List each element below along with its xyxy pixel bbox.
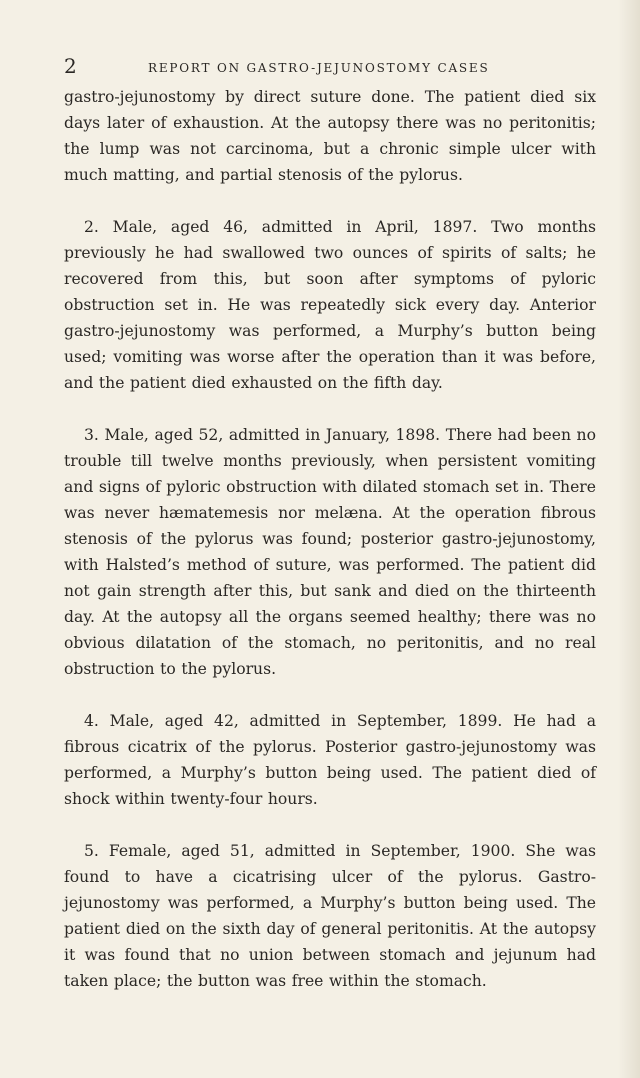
running-head: REPORT ON GASTRO-JEJUNOSTOMY CASES	[148, 61, 490, 75]
paragraph-case-3: 3. Male, aged 52, admitted in January, 1898. There had been no trouble till twelve months previously, when persistent vomiting and signs of pyloric obstruction with dilated stomach set in. There was never hæmatemesis nor melæna. At the operation fibrous stenosis of the pylorus was found; posterior gastro-jejunostomy, with Halsted’s method of suture, was performed. The patient did not gain strength after this, but sank and died on the thirteenth day. At the autopsy all the organs seemed healthy; there was no obvious dilatation of the stomach, no peritonitis, and no real obstruction to the pylorus.	[64, 426, 596, 678]
page-header	[0, 56, 640, 78]
paragraph-case-4: 4. Male, aged 42, admitted in September, 1899. He had a fibrous cicatrix of the pylorus. Posterior gastro-jejunostomy was performed, a Murphy’s button being used. The patient died of shock within twenty-four hours.	[64, 712, 596, 808]
page-number: 2	[64, 54, 77, 78]
paragraph-case-5: 5. Female, aged 51, admitted in September, 1900. She was found to have a cicatrising ulcer of the pylorus. Gastro-jejunostomy was performed, a Murphy’s button being used. The patient died on the sixth day of general peritonitis. At the autopsy it was found that no union between stomach and jejunum had taken place; the button was free within the stomach.	[64, 842, 596, 990]
body-text	[64, 84, 596, 1020]
paragraph-case-1-continued: gastro-jejunostomy by direct suture done. The patient died six days later of exhaustion. At the autopsy there was no peritonitis; the lump was not carcinoma, but a chronic simple ulcer with much matting, and partial stenosis of the pylorus.	[64, 88, 596, 184]
paragraph-case-2: 2. Male, aged 46, admitted in April, 1897. Two months previously he had swallowed two ounces of spirits of salts; he recovered from this, but soon after symptoms of pyloric obstruction set in. He was repeatedly sick every day. Anterior gastro-jejunostomy was performed, a Murphy’s button being used; vomiting was worse after the operation than it was before, and the patient died exhausted on the fifth day.	[64, 218, 596, 392]
